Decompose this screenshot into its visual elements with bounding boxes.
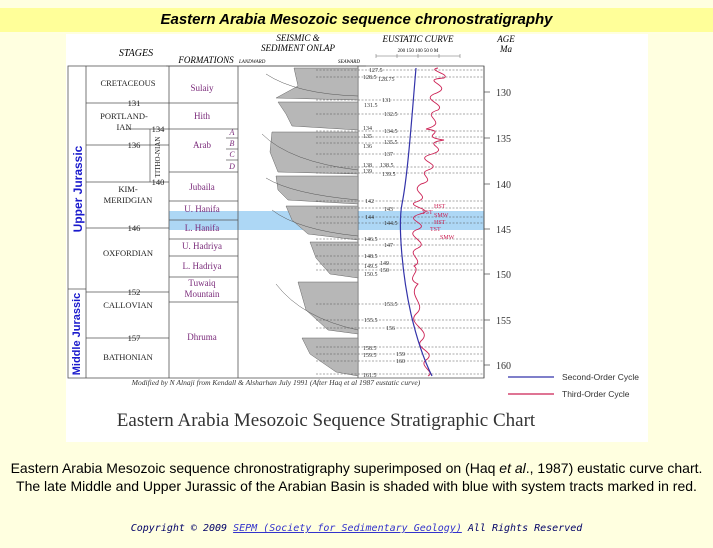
page-title: Eastern Arabia Mesozoic sequence chronostratigraphy [160, 11, 553, 28]
seq-146-5: 146.5 [364, 237, 378, 243]
seq-155-5: 155.5 [364, 318, 378, 324]
header-ma: Ma [500, 44, 512, 54]
chart-panel [66, 34, 648, 442]
formation-jubaila: Jubaila [189, 182, 215, 192]
seq-156: 156 [386, 326, 395, 332]
formation-dhruma: Dhruma [187, 332, 217, 342]
title-bar [0, 8, 713, 32]
seq-159: 159 [396, 352, 405, 358]
header-stages: STAGES [118, 48, 154, 59]
curve-scale-ticks [376, 54, 460, 58]
age-145: 145 [496, 225, 511, 236]
seq-143: 143 [384, 207, 393, 213]
stage-age-157: 157 [127, 333, 141, 343]
header-age: AGE [497, 34, 515, 44]
seq-128-5: 128.5 [363, 75, 377, 81]
copyright [0, 523, 713, 534]
age-130: 130 [496, 88, 511, 99]
formation-u-hanifa: U. Hanifa [184, 204, 220, 214]
age-160: 160 [496, 361, 511, 372]
tract-smw-lower: SMW [440, 235, 455, 241]
tract-tst-lower: TST [430, 227, 441, 233]
header-eustatic: EUSTATIC CURVE [382, 34, 454, 44]
figure-caption [0, 459, 713, 495]
stage-portlandian: PORTLAND- [100, 111, 148, 121]
age-140: 140 [496, 180, 511, 191]
caption-etal: et al [499, 460, 526, 476]
header-seaward: SEAWARD [338, 60, 360, 65]
stage-oxfordian: OXFORDIAN [102, 248, 154, 258]
tract-hst-lower: HST [434, 220, 446, 226]
seq-149: 149 [380, 261, 389, 267]
tract-smw-upper: SMW [434, 213, 449, 219]
age-135: 135 [496, 134, 511, 145]
seq-127-5: 127.5 [369, 68, 383, 74]
seq-135: 135 [363, 134, 372, 140]
curve-scale: 200 150 100 50 0 M [397, 49, 439, 54]
stage-portlandian-2: IAN [116, 122, 132, 132]
formation-sulaiy: Sulaiy [190, 83, 214, 93]
seq-144-5: 144.5 [384, 221, 398, 227]
caption-part1: Eastern Arabia Mesozoic sequence chronostratigraphy superimposed on (Haq [10, 460, 500, 476]
seq-135-5: 135.5 [384, 140, 398, 146]
seq-134-5: 134.5 [384, 129, 398, 135]
seq-134: 134 [363, 126, 372, 132]
seq-144: 144 [365, 215, 374, 221]
age-labels [496, 88, 511, 372]
seq-142: 142 [365, 199, 374, 205]
tract-tst-upper: TST [422, 210, 433, 216]
seq-153-5: 153.5 [384, 302, 398, 308]
chart-footer-title: Eastern Arabia Mesozoic Sequence Stratigraphic Chart [116, 410, 536, 431]
formation-lines [169, 103, 238, 302]
sepm-link[interactable]: SEPM (Society for Sedimentary Geology) [233, 523, 462, 534]
arab-member-c: C [229, 150, 235, 159]
tract-hst-upper: HST [434, 204, 446, 210]
caption-part2: ., 1987) eustatic curve chart. The late Middle and Upper Jurassic of the Arabian Basin is shaded with blue with system tracts marked in red. [16, 460, 703, 494]
stage-kimmeridgian-2: MERIDGIAN [103, 195, 153, 205]
seq-131-5: 131.5 [364, 103, 378, 109]
seq-138-5: 138.5 [380, 163, 394, 169]
arab-member-b: B [229, 139, 235, 148]
copyright-prefix: Copyright © 2009 [130, 523, 234, 534]
age-axis [484, 66, 490, 378]
stage-cretaceous: CRETACEOUS [100, 78, 156, 88]
seq-160: 160 [396, 359, 405, 365]
legend-second-label: Second-Order Cycle [562, 372, 640, 382]
seq-159-5: 159.5 [363, 353, 377, 359]
stage-kimmeridgian: KIM- [118, 184, 138, 194]
header-formations: FORMATIONS [178, 55, 234, 65]
stage-age-140: 140 [151, 177, 165, 187]
stage-age-152: 152 [127, 287, 141, 297]
seq-128-75: 128.75 [378, 77, 395, 83]
formation-l-hadriya: L. Hadriya [182, 261, 222, 271]
arab-member-d: D [229, 162, 235, 171]
stage-bathonian: BATHONIAN [103, 352, 153, 362]
seq-137: 137 [384, 152, 393, 158]
formation-u-hadriya: U. Hadriya [182, 241, 222, 251]
stage-callovian: CALLOVIAN [103, 300, 153, 310]
seq-150-5: 150.5 [364, 272, 378, 278]
formation-tuwaiq-2: Mountain [184, 289, 220, 299]
formation-tuwaiq: Tuwaiq [188, 278, 216, 288]
period-upper-jurassic: Upper Jurassic [71, 145, 85, 233]
formation-l-hanifa: L. Hanifa [184, 223, 220, 233]
chart-credit: Modified by N Alnaji from Kendall & Alsharhan July 1991 (After Haq et al 1987 eustatic curve) [131, 378, 421, 387]
seq-150: 150 [380, 268, 389, 274]
stage-age-136: 136 [127, 140, 141, 150]
stage-tithonian: TITHO-NIAN [154, 136, 162, 178]
seq-147: 147 [384, 243, 393, 249]
header-landward: LANDWARD [239, 60, 266, 65]
age-150: 150 [496, 270, 511, 281]
seq-138: 138 [363, 163, 372, 169]
period-middle-jurassic: Middle Jurassic [71, 292, 83, 376]
age-155: 155 [496, 316, 511, 327]
header-seismic: SEISMIC & [276, 34, 320, 43]
formation-hith: Hith [193, 111, 211, 121]
seq-132-5: 132.5 [384, 112, 398, 118]
legend-third-label: Third-Order Cycle [562, 389, 630, 399]
chrono-chart [66, 34, 648, 442]
header-onlap: SEDIMENT ONLAP [260, 43, 336, 53]
seq-136: 136 [363, 144, 372, 150]
formation-arab: Arab [193, 140, 211, 150]
stage-age-146: 146 [127, 223, 141, 233]
seq-139: 139 [363, 169, 372, 175]
seq-139-5: 139.5 [382, 172, 396, 178]
copyright-suffix: All Rights Reserved [461, 523, 583, 534]
seq-148-5: 148.5 [364, 254, 378, 260]
seq-149-5: 149.5 [364, 264, 378, 270]
seq-161-5: 161.5 [363, 373, 377, 379]
arab-member-a: A [229, 128, 235, 137]
stage-age-131: 131 [127, 98, 141, 108]
seq-158-5: 158.5 [363, 346, 377, 352]
seq-131: 131 [382, 98, 391, 104]
stage-age-134: 134 [151, 124, 165, 134]
